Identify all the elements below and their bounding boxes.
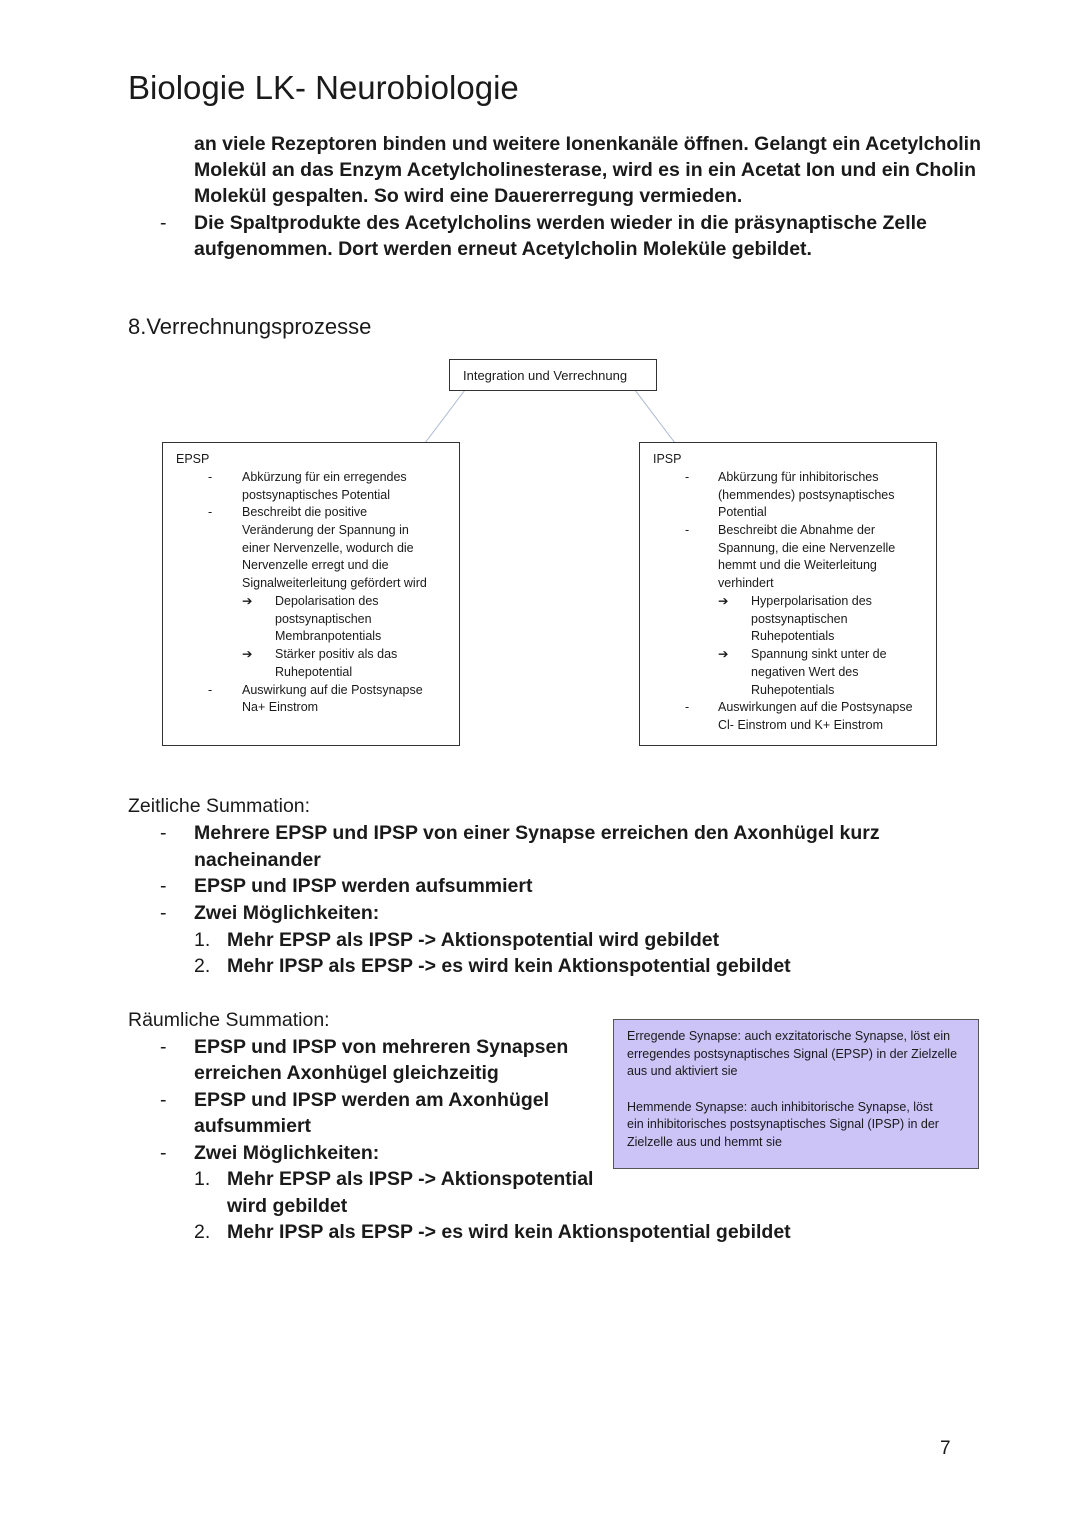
epsp-line: Beschreibt die positive [242, 505, 368, 519]
epsp-line: Depolarisation des [275, 594, 379, 608]
bullet-dash: - [160, 1036, 167, 1058]
arrow-icon: ➔ [718, 647, 729, 661]
zeitliche-line: Mehrere EPSP und IPSP von einer Synapse erreichen den Axonhügel kurz [194, 822, 880, 844]
ipsp-line: Auswirkungen auf die Postsynapse [718, 700, 913, 714]
intro-line: Die Spaltprodukte des Acetylcholins werden wieder in die präsynaptische Zelle [194, 212, 927, 234]
infobox-line: erregendes postsynaptisches Signal (EPSP) in der Zielzelle [627, 1047, 958, 1061]
epsp-line: Stärker positiv als das [275, 647, 398, 661]
infobox-line: ein inhibitorisches postsynaptisches Signal (IPSP) in der [627, 1117, 939, 1131]
epsp-line: Abkürzung für ein erregendes [242, 470, 407, 484]
raeumliche-heading: Räumliche Summation: [128, 1009, 330, 1031]
epsp-title: EPSP [176, 452, 210, 466]
ipsp-line: Hyperpolarisation des [751, 594, 872, 608]
bullet-dash: - [208, 470, 213, 484]
zeitliche-line: Zwei Möglichkeiten: [194, 902, 380, 924]
bullet-dash: - [685, 523, 690, 537]
bullet-dash: - [160, 902, 167, 924]
integration-box-label: Integration und Verrechnung [463, 368, 628, 383]
epsp-line: einer Nervenzelle, wodurch die [242, 541, 414, 555]
page-title: Biologie LK- Neurobiologie [128, 69, 519, 106]
ipsp-line: Spannung sinkt unter de [751, 647, 887, 661]
ipsp-line: (hemmendes) postsynaptisches [718, 488, 895, 502]
epsp-line: Ruhepotential [275, 665, 353, 679]
infobox-line: aus und aktiviert sie [627, 1064, 738, 1078]
bullet-dash: - [208, 505, 213, 519]
zeitliche-line: EPSP und IPSP werden aufsummiert [194, 875, 533, 897]
ipsp-line: Ruhepotentials [751, 683, 835, 697]
raeumliche-line: EPSP und IPSP von mehreren Synapsen [194, 1036, 569, 1058]
ipsp-line: Cl- Einstrom und K+ Einstrom [718, 718, 883, 732]
ipsp-line: postsynaptischen [751, 612, 848, 626]
bullet-dash: - [685, 470, 690, 484]
bullet-dash: - [160, 1089, 167, 1111]
list-number: 2. [194, 1221, 211, 1243]
connector-line-right [635, 390, 675, 443]
raeumliche-line: Zwei Möglichkeiten: [194, 1142, 380, 1164]
ipsp-line: negativen Wert des [751, 665, 859, 679]
raeumliche-line: wird gebildet [227, 1195, 348, 1217]
page-number: 7 [940, 1438, 951, 1459]
bullet-dash: - [160, 875, 167, 897]
raeumliche-line: Mehr EPSP als IPSP -> Aktionspotential [227, 1168, 594, 1190]
epsp-box [162, 442, 460, 746]
ipsp-line: verhindert [718, 576, 774, 590]
ipsp-title: IPSP [653, 452, 682, 466]
infobox-line: Hemmende Synapse: auch inhibitorische Synapse, löst [627, 1100, 933, 1114]
infobox-line: Zielzelle aus und hemmt sie [627, 1135, 782, 1149]
epsp-line: Nervenzelle erregt und die [242, 558, 389, 572]
raeumliche-line: Mehr IPSP als EPSP -> es wird kein Aktionspotential gebildet [227, 1221, 791, 1243]
ipsp-line: Abkürzung für inhibitorisches [718, 470, 879, 484]
bullet-dash: - [208, 683, 213, 697]
ipsp-box [639, 442, 937, 746]
epsp-line: postsynaptisches Potential [242, 488, 391, 502]
bullet-dash: - [160, 1142, 167, 1164]
list-number: 1. [194, 1168, 211, 1190]
ipsp-line: Potential [718, 505, 767, 519]
epsp-line: Signalweiterleitung gefördert wird [242, 576, 427, 590]
arrow-icon: ➔ [242, 594, 253, 608]
raeumliche-line: EPSP und IPSP werden am Axonhügel [194, 1089, 550, 1111]
ipsp-line: Beschreibt die Abnahme der [718, 523, 876, 537]
arrow-icon: ➔ [242, 647, 253, 661]
list-number: 1. [194, 929, 211, 951]
zeitliche-line: Mehr IPSP als EPSP -> es wird kein Aktionspotential gebildet [227, 955, 791, 977]
bullet-dash: - [160, 212, 167, 234]
arrow-icon: ➔ [718, 594, 729, 608]
bullet-dash: - [160, 822, 167, 844]
zeitliche-line: nacheinander [194, 849, 321, 871]
raeumliche-line: aufsummiert [194, 1115, 312, 1137]
intro-line: aufgenommen. Dort werden erneut Acetylcholin Moleküle gebildet. [194, 238, 812, 260]
epsp-line: Membranpotentials [275, 629, 382, 643]
epsp-line: Na+ Einstrom [242, 700, 319, 714]
intro-line: Molekül gespalten. So wird eine Dauererregung vermieden. [194, 185, 743, 207]
ipsp-line: Spannung, die eine Nervenzelle [718, 541, 896, 555]
connector-line-left [425, 390, 465, 443]
infobox-line: Erregende Synapse: auch exzitatorische Synapse, löst ein [627, 1029, 951, 1043]
ipsp-line: Ruhepotentials [751, 629, 835, 643]
ipsp-line: hemmt und die Weiterleitung [718, 558, 877, 572]
section-title: 8.Verrechnungsprozesse [128, 314, 372, 339]
intro-line: Molekül an das Enzym Acetylcholinesterase, wird es in ein Acetat Ion und ein Cholin [194, 159, 976, 181]
zeitliche-line: Mehr EPSP als IPSP -> Aktionspotential wird gebildet [227, 929, 720, 951]
raeumliche-line: erreichen Axonhügel gleichzeitig [194, 1062, 499, 1084]
epsp-line: Veränderung der Spannung in [242, 523, 409, 537]
epsp-line: Auswirkung auf die Postsynapse [242, 683, 423, 697]
integration-box [449, 359, 657, 391]
bullet-dash: - [685, 700, 690, 714]
zeitliche-heading: Zeitliche Summation: [128, 795, 311, 817]
epsp-line: postsynaptischen [275, 612, 372, 626]
intro-line: an viele Rezeptoren binden und weitere Ionenkanäle öffnen. Gelangt ein Acetylcholin [194, 133, 982, 155]
list-number: 2. [194, 955, 211, 977]
synapse-info-box [613, 1019, 979, 1169]
